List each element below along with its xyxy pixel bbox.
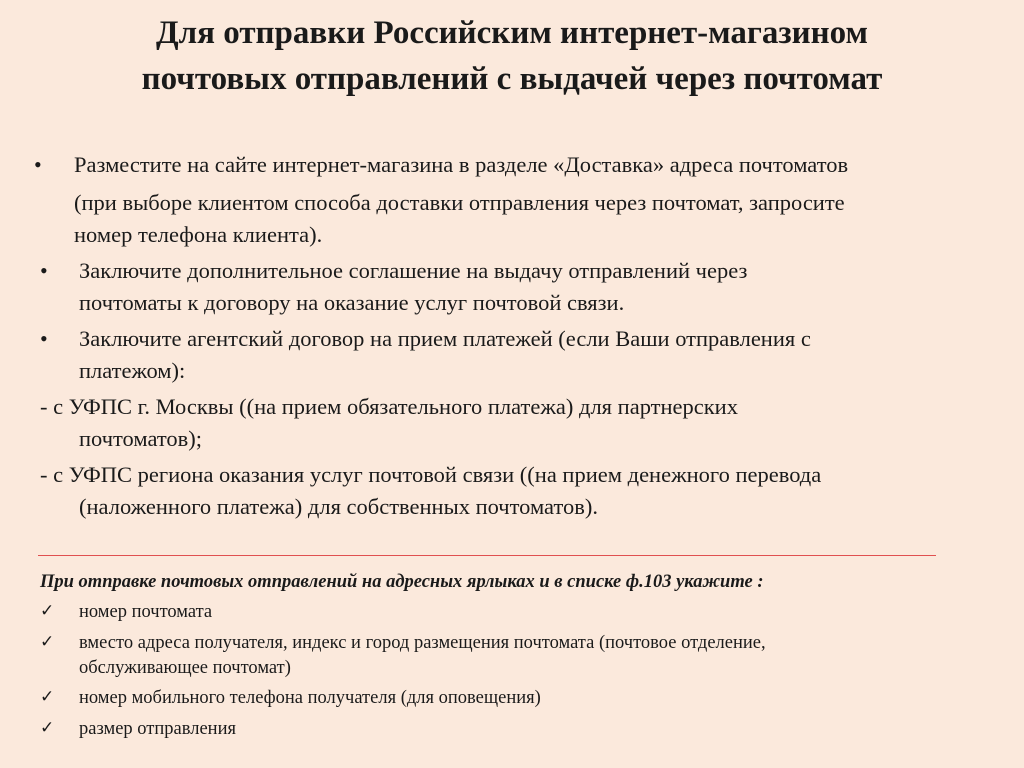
slide-title-line-2: почтовых отправлений с выдачей через почтомат: [141, 61, 883, 97]
instructions-heading: При отправке почтовых отправлений на адресных ярлыках и в списке ф.103 укажите :: [40, 572, 764, 592]
instruction-item-4: размер отправления: [79, 719, 236, 739]
checkmark-icon: ✓: [40, 687, 55, 706]
sub-item-1-line-2: почтоматов);: [79, 426, 203, 451]
step-2-line-1: Заключите дополнительное соглашение на выдачу отправлений через: [79, 258, 748, 283]
sub-item-2-line-1: - с УФПС региона оказания услуг почтовой связи ((на прием денежного перевода: [40, 462, 822, 487]
instruction-item-3: номер мобильного телефона получателя (для оповещения): [79, 688, 541, 708]
sub-item-2-line-2: (наложенного платежа) для собственных почтоматов).: [79, 494, 598, 519]
instruction-item-1: номер почтомата: [79, 602, 213, 622]
instruction-item-2-line-2: обслуживающее почтомат): [79, 658, 291, 678]
step-3-line-1: Заключите агентский договор на прием платежей (если Ваши отправления с: [79, 326, 811, 351]
bullet-icon: •: [40, 258, 48, 283]
sub-item-1-line-1: - с УФПС г. Москвы ((на прием обязательного платежа) для партнерских: [40, 394, 738, 419]
step-2-line-2: почтоматы к договору на оказание услуг почтовой связи.: [79, 290, 625, 315]
divider-line: [38, 555, 936, 556]
step-1-line-1: Разместите на сайте интернет-магазина в разделе «Доставка» адреса почтоматов: [74, 152, 849, 177]
bullet-icon: •: [34, 152, 42, 177]
bullet-icon: •: [40, 326, 48, 351]
instruction-item-2-line-1: вместо адреса получателя, индекс и город размещения почтомата (почтовое отделение,: [79, 633, 766, 653]
checkmark-icon: ✓: [40, 632, 55, 651]
checkmark-icon: ✓: [40, 601, 55, 620]
step-3-line-2: платежом):: [79, 358, 186, 383]
step-1-line-2: (при выборе клиентом способа доставки отправления через почтомат, запросите: [74, 190, 845, 215]
checkmark-icon: ✓: [40, 718, 55, 737]
slide-title-line-1: Для отправки Российским интернет-магазином: [155, 15, 869, 51]
step-1-line-3: номер телефона клиента).: [74, 222, 323, 247]
